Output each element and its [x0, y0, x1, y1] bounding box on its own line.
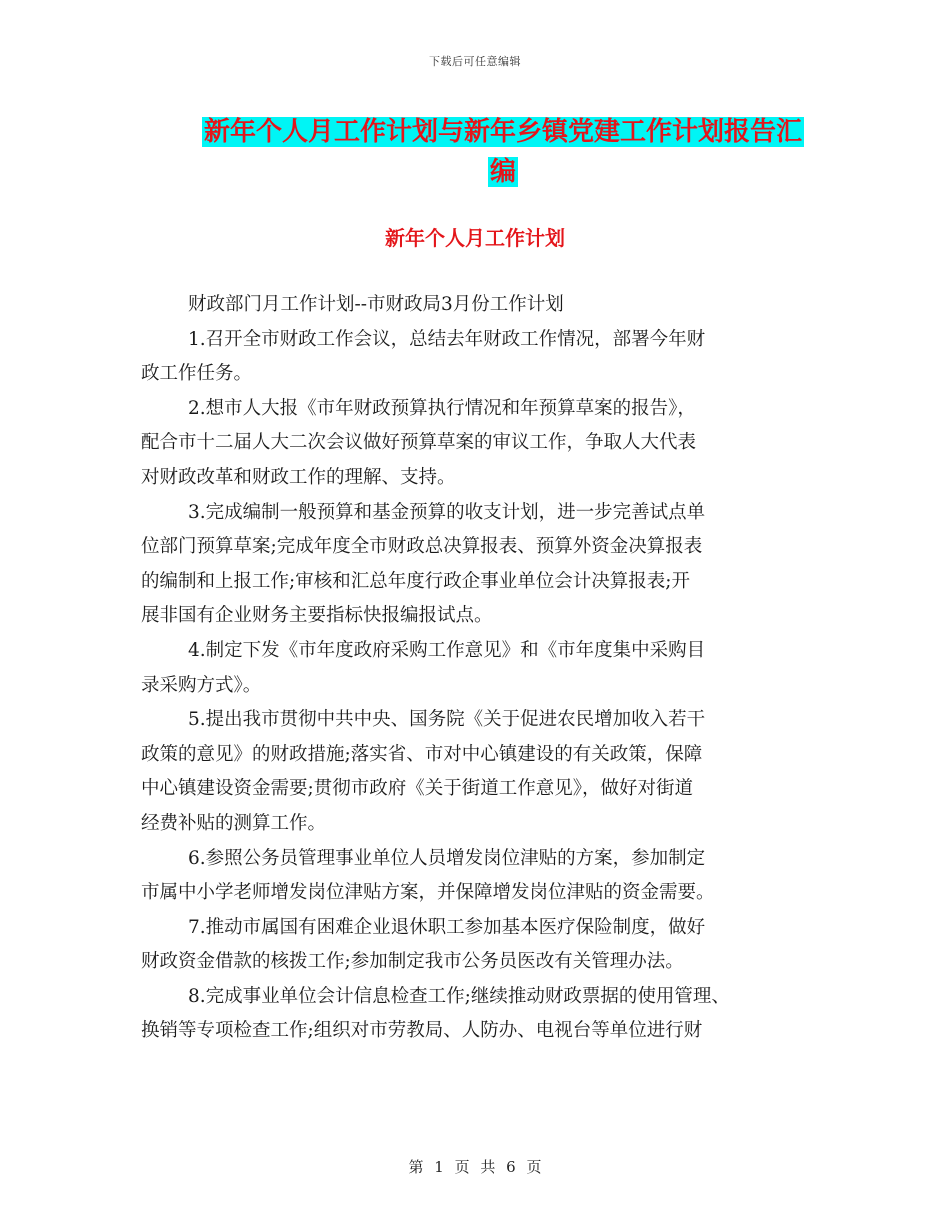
section-title: 新年个人月工作计划: [385, 226, 565, 250]
paragraph: 2.想市人大报《市年财政预算执行情况和年预算草案的报告》， 配合市十二届人大二次会议做好预算草案的审议工作，争取人大代表 对财政改革和财政工作的理解、支持。: [141, 397, 697, 488]
header-note: 下载后可任意编辑: [429, 55, 521, 68]
paragraph: 3.完成编制一般预算和基金预算的收支计划，进一步完善试点单 位部门预算草案;完成年度全市财政总决算报表、预算外资金决算报表 的编制和上报工作;审核和汇总年度行政企事业单位会计决算报表;开 展非国有企业财务主要指标快报编报试点。: [141, 501, 706, 627]
document-title: [193, 112, 813, 192]
body-text: [141, 288, 825, 1049]
document-title-line-1: 新年个人月工作计划与新年乡镇党建工作计划报告汇: [203, 117, 802, 147]
document-title-line-2: 编: [489, 157, 516, 187]
paragraph: 8.完成事业单位会计信息检查工作;继续推动财政票据的使用管理、 换销等专项检查工作;组织对市劳教局、人防办、电视台等单位进行财: [141, 985, 730, 1042]
page-number-footer: 第 1 页 共 6 页: [408, 1158, 542, 1176]
paragraph: 7.推动市属国有困难企业退休职工参加基本医疗保险制度，做好 财政资金借款的核拨工作;参加制定我市公务员医改有关管理办法。: [141, 916, 706, 973]
paragraph: 1.召开全市财政工作会议，总结去年财政工作情况，部署今年财 政工作任务。: [141, 328, 706, 385]
paragraph: 财政部门月工作计划--市财政局3月份工作计划: [188, 294, 564, 315]
paragraph: 4.制定下发《市年度政府采购工作意见》和《市年度集中采购目 录采购方式》。: [141, 639, 706, 696]
paragraph: 6.参照公务员管理事业单位人员增发岗位津贴的方案，参加制定 市属中小学老师增发岗位津贴方案，并保障增发岗位津贴的资金需要。: [141, 847, 715, 904]
paragraph: 5.提出我市贯彻中共中央、国务院《关于促进农民增加收入若干 政策的意见》的财政措施;落实省、市对中心镇建设的有关政策，保障 中心镇建设资金需要;贯彻市政府《关于街道工作意见》，做好对街道 经费补贴的测算工作。: [141, 709, 706, 834]
